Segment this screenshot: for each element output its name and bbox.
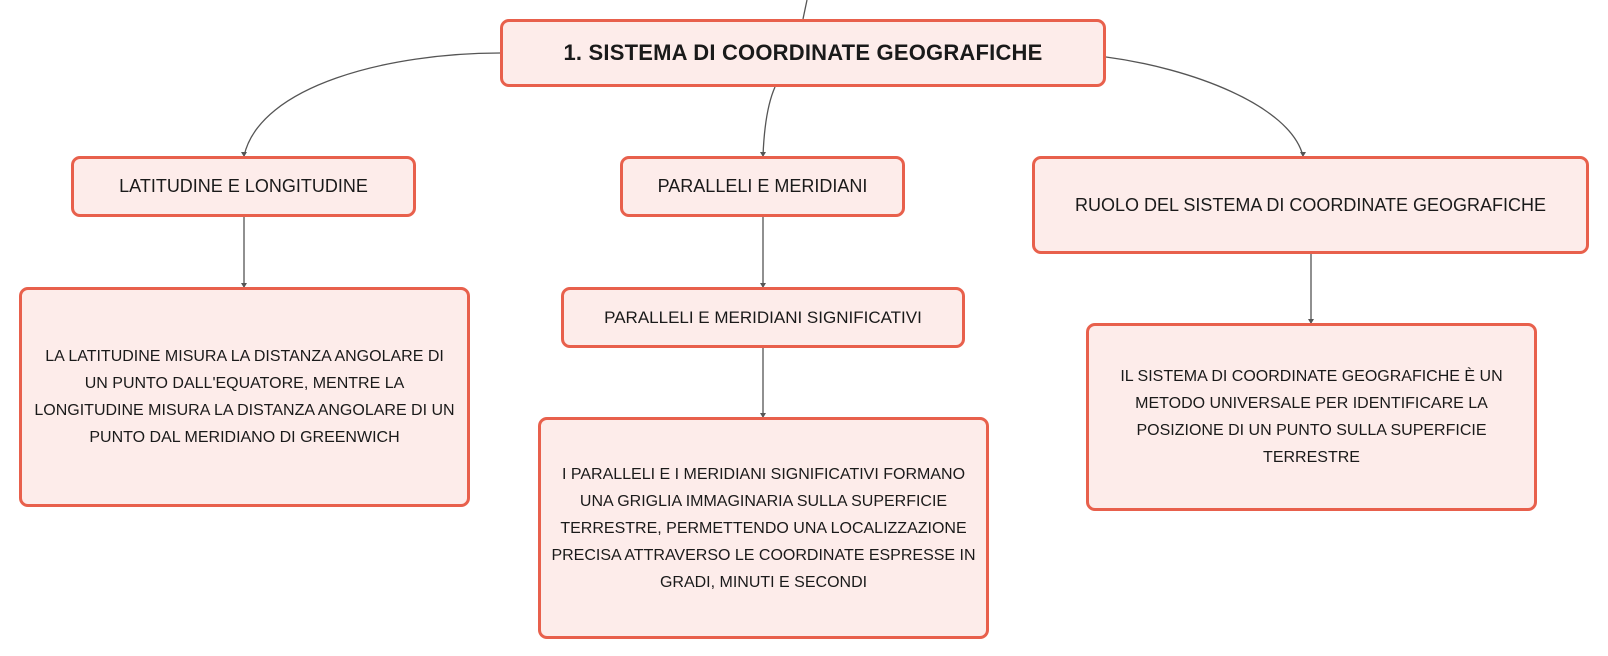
node-latitudine-longitudine[interactable] <box>71 156 416 217</box>
root-label: 1. SISTEMA DI COORDINATE GEOGRAFICHE <box>563 40 1043 65</box>
node-significativi-description[interactable] <box>538 417 989 639</box>
node-label: PARALLELI E MERIDIANI <box>657 176 868 196</box>
node-paralleli-meridiani-significativi[interactable] <box>561 287 965 348</box>
connector-parent-in <box>803 0 807 19</box>
node-description: I PARALLELI E I MERIDIANI SIGNIFICATIVI FORMANO UNA GRIGLIA IMMAGINARIA SULLA SUPERFICIE TERRESTRE, PERMETTENDO UNA LOCALIZZAZIONE PRECISA ATTRAVERSO LE COORDINATE ESPRESSE IN GRADI, MINUTI E SECONDI <box>551 465 976 591</box>
node-ruolo-sistema[interactable] <box>1032 156 1589 254</box>
node-description: IL SISTEMA DI COORDINATE GEOGRAFICHE È UN METODO UNIVERSALE PER IDENTIFICARE LA POSIZIONE DI UN PUNTO SULLA SUPERFICIE TERRESTRE <box>1120 368 1503 466</box>
node-label: PARALLELI E MERIDIANI SIGNIFICATIVI <box>604 307 922 327</box>
node-label: LATITUDINE E LONGITUDINE <box>119 176 368 196</box>
connector-root-ruolo <box>1106 57 1303 156</box>
node-latitudine-description[interactable] <box>19 287 470 507</box>
node-paralleli-meridiani[interactable] <box>620 156 905 217</box>
root-node[interactable] <box>500 19 1106 87</box>
node-ruolo-description[interactable] <box>1086 323 1537 511</box>
connector-root-latitudine <box>244 53 500 156</box>
node-description: LA LATITUDINE MISURA LA DISTANZA ANGOLARE DI UN PUNTO DALL'EQUATORE, MENTRE LA LONGITUDINE MISURA LA DISTANZA ANGOLARE DI UN PUNTO DAL MERIDIANO DI GREENWICH <box>34 348 455 446</box>
node-label: RUOLO DEL SISTEMA DI COORDINATE GEOGRAFICHE <box>1074 194 1547 215</box>
connector-root-paralleli <box>763 87 775 156</box>
